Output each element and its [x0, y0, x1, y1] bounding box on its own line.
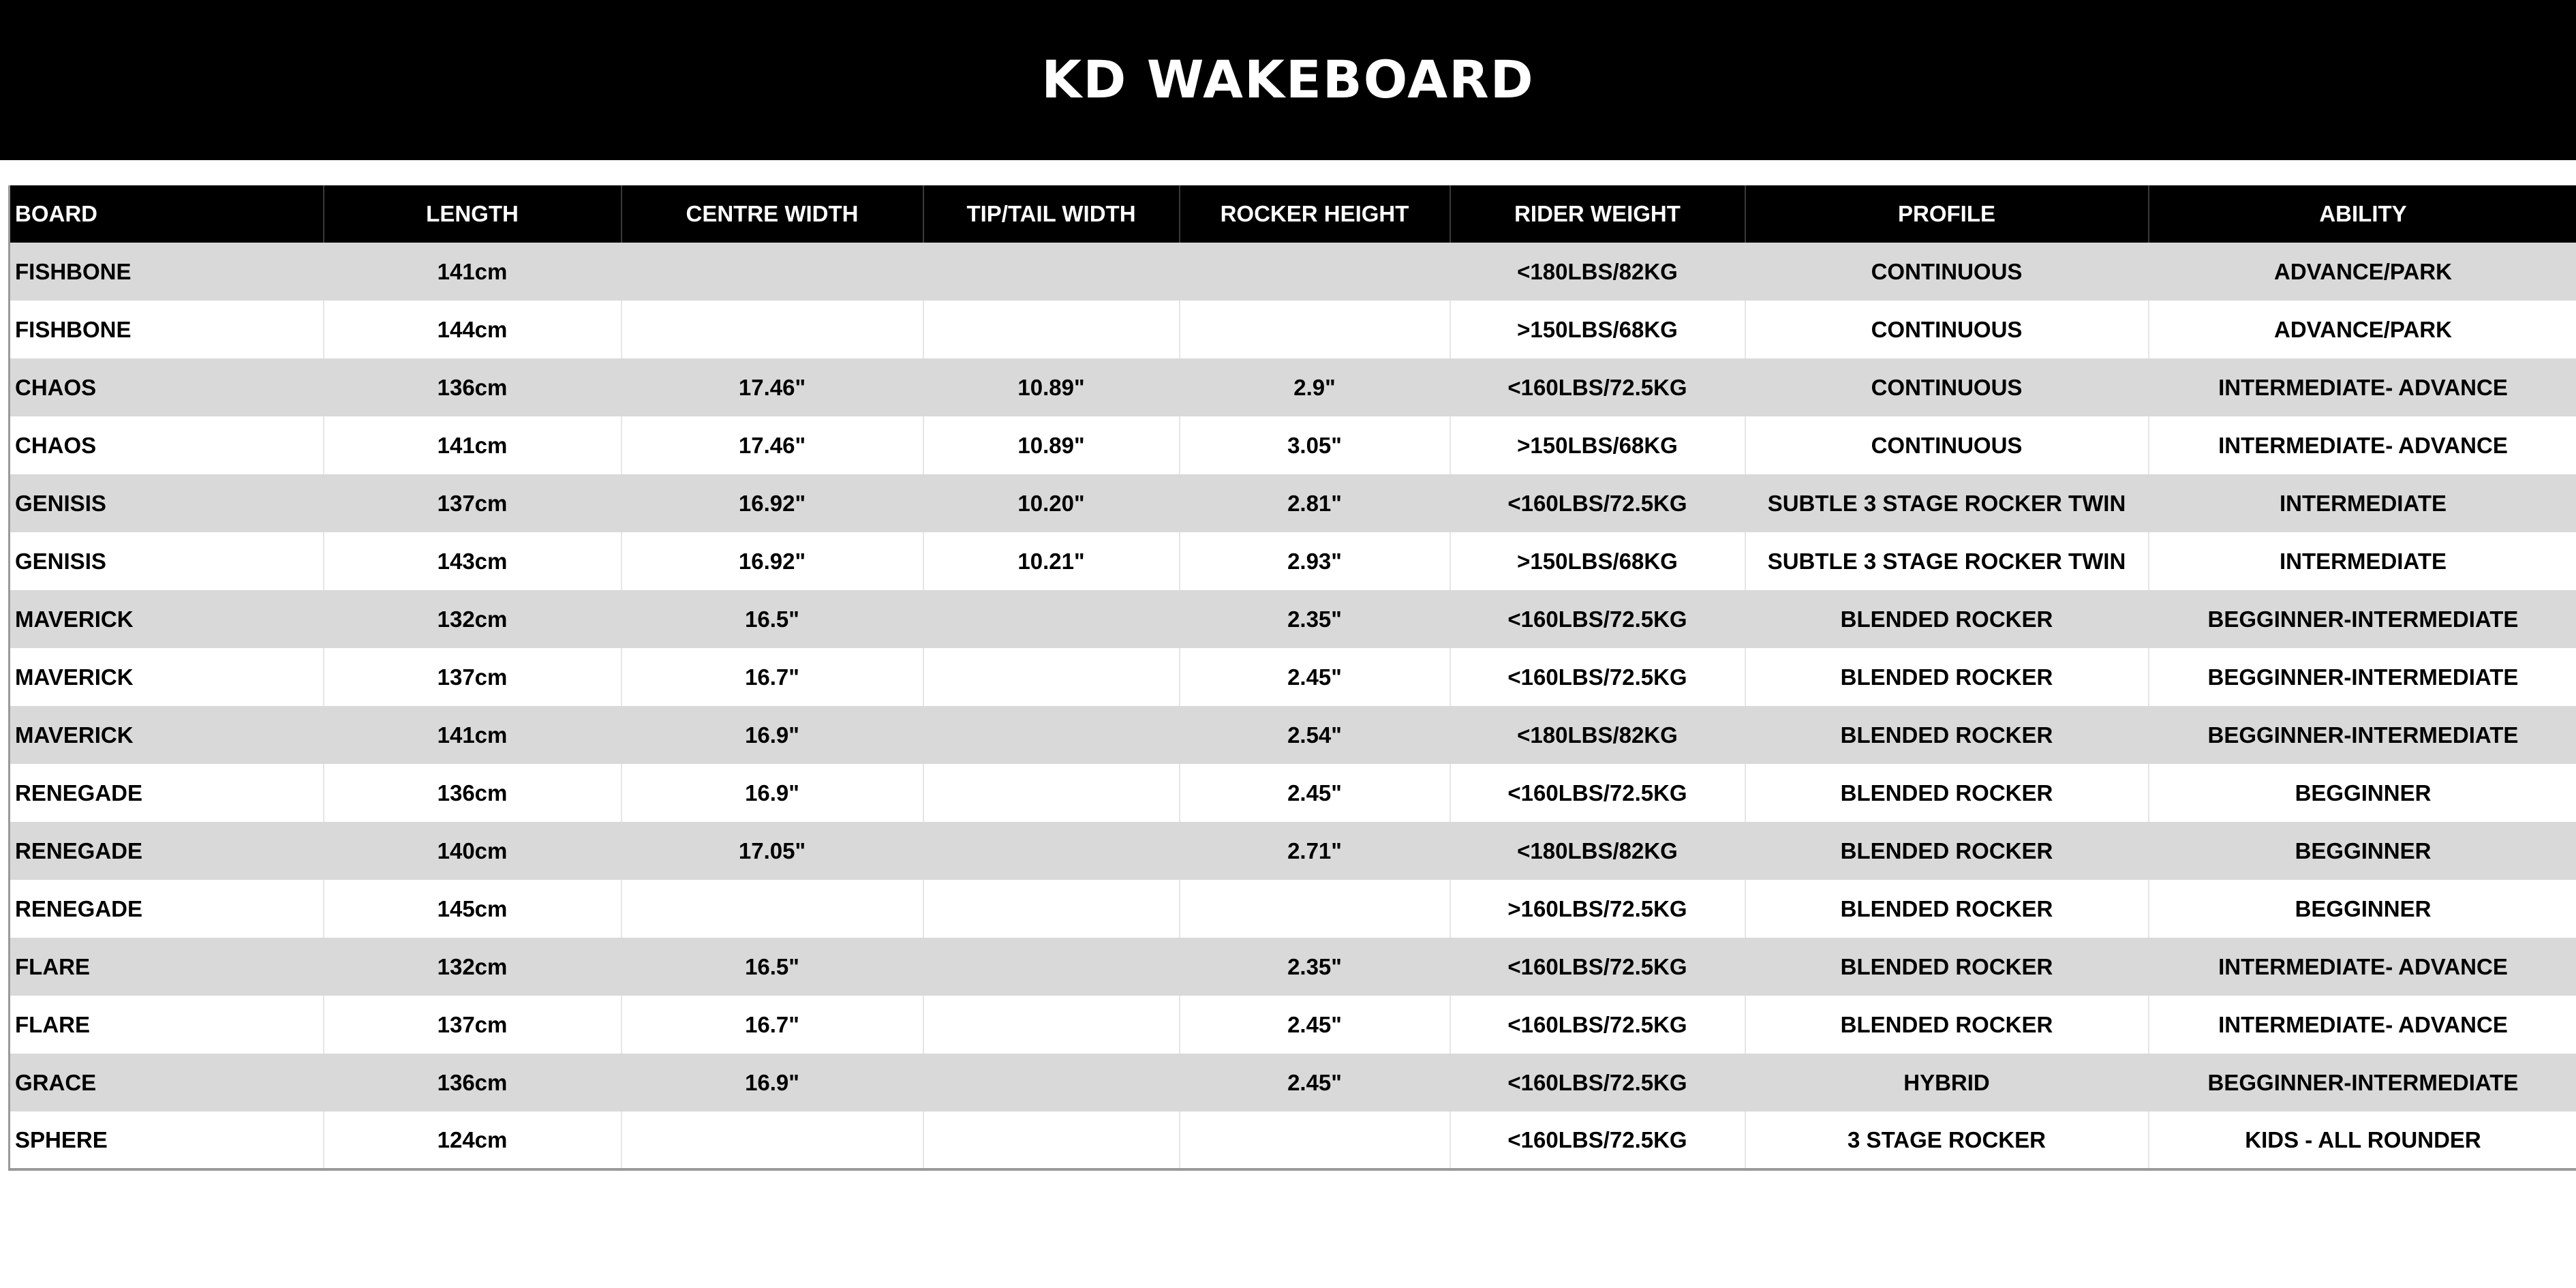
cell-rider-weight: <160LBS/72.5KG: [1450, 358, 1745, 416]
cell-profile: 3 STAGE ROCKER: [1745, 1111, 2149, 1169]
cell-tip-tail-width: 10.21": [923, 532, 1180, 590]
cell-tip-tail-width: 10.20": [923, 474, 1180, 532]
cell-ability: INTERMEDIATE- ADVANCE: [2218, 953, 2508, 979]
cell-ability: BEGGINNER: [2295, 780, 2432, 806]
cell-rider-weight: <160LBS/72.5KG: [1450, 996, 1745, 1054]
cell-board: MAVERICK: [10, 706, 324, 764]
cell-board: FLARE: [10, 996, 324, 1054]
cell-board: SPHERE: [10, 1111, 324, 1169]
table-row: [10, 474, 2576, 532]
cell-profile: BLENDED ROCKER: [1745, 648, 2149, 706]
table-row: [10, 996, 2576, 1054]
cell-board: GRACE: [10, 1054, 324, 1111]
cell-centre-width: 17.05": [622, 822, 923, 880]
cell-profile: CONTINUOUS: [1745, 301, 2149, 358]
cell-rocker-height: [1180, 1111, 1450, 1169]
cell-rocker-height: 2.81": [1180, 474, 1450, 532]
cell-profile: BLENDED ROCKER: [1745, 706, 2149, 764]
cell-tip-tail-width: 10.89": [923, 358, 1180, 416]
cell-board: FLARE: [10, 938, 324, 996]
cell-rocker-height: 2.9": [1180, 358, 1450, 416]
cell-length: 140cm: [324, 822, 622, 880]
cell-ability: INTERMEDIATE: [2279, 490, 2447, 516]
cell-ability: BEGGINNER-INTERMEDIATE: [2207, 606, 2519, 632]
cell-tip-tail-width: [923, 243, 1180, 301]
cell-tip-tail-width: [923, 764, 1180, 822]
cell-ability: BEGGINNER-INTERMEDIATE: [2207, 664, 2519, 690]
cell-length: 124cm: [324, 1111, 622, 1169]
table-row: [10, 1111, 2576, 1169]
cell-centre-width: 16.9": [622, 706, 923, 764]
cell-rocker-height: [1180, 880, 1450, 938]
column-header-board: BOARD: [10, 185, 324, 243]
cell-tip-tail-width: [923, 648, 1180, 706]
cell-length: 136cm: [324, 358, 622, 416]
column-header-rider-weight: RIDER WEIGHT: [1450, 185, 1745, 243]
cell-ability: BEGGINNER-INTERMEDIATE: [2207, 722, 2519, 748]
cell-length: 144cm: [324, 301, 622, 358]
cell-rocker-height: 2.71": [1180, 822, 1450, 880]
cell-rocker-height: 2.45": [1180, 648, 1450, 706]
cell-centre-width: [622, 1111, 923, 1169]
cell-rider-weight: >150LBS/68KG: [1450, 301, 1745, 358]
table-body: [10, 243, 2576, 1169]
cell-board: FISHBONE: [10, 243, 324, 301]
table-row: [10, 822, 2576, 880]
cell-rider-weight: >160LBS/72.5KG: [1450, 880, 1745, 938]
cell-profile: BLENDED ROCKER: [1745, 822, 2149, 880]
cell-tip-tail-width: [923, 822, 1180, 880]
cell-board: GENISIS: [10, 532, 324, 590]
cell-rider-weight: <160LBS/72.5KG: [1450, 764, 1745, 822]
cell-length: 141cm: [324, 416, 622, 474]
table-row: [10, 706, 2576, 764]
table-row: [10, 1054, 2576, 1111]
cell-ability: INTERMEDIATE: [2279, 548, 2447, 574]
table-row: [10, 938, 2576, 996]
cell-board: RENEGADE: [10, 764, 324, 822]
cell-board: FISHBONE: [10, 301, 324, 358]
column-header-profile: PROFILE: [1745, 185, 2149, 243]
cell-centre-width: 16.9": [622, 1054, 923, 1111]
page-header: [0, 0, 2576, 160]
table-header: [10, 185, 2576, 243]
table-row: [10, 880, 2576, 938]
cell-length: 137cm: [324, 474, 622, 532]
cell-rider-weight: <180LBS/82KG: [1450, 706, 1745, 764]
cell-rocker-height: 2.45": [1180, 764, 1450, 822]
cell-board: MAVERICK: [10, 590, 324, 648]
cell-ability: ADVANCE/PARK: [2274, 258, 2452, 284]
cell-ability: BEGGINNER: [2295, 895, 2432, 921]
column-header-centre-width: CENTRE WIDTH: [622, 185, 923, 243]
cell-centre-width: 16.92": [622, 532, 923, 590]
cell-centre-width: 16.9": [622, 764, 923, 822]
table-row: [10, 358, 2576, 416]
cell-centre-width: 17.46": [622, 358, 923, 416]
cell-rocker-height: [1180, 301, 1450, 358]
cell-length: 136cm: [324, 764, 622, 822]
cell-rider-weight: >150LBS/68KG: [1450, 532, 1745, 590]
cell-rocker-height: 2.45": [1180, 1054, 1450, 1111]
cell-profile: SUBTLE 3 STAGE ROCKER TWIN: [1745, 474, 2149, 532]
cell-length: 137cm: [324, 648, 622, 706]
cell-rider-weight: <160LBS/72.5KG: [1450, 648, 1745, 706]
cell-board: MAVERICK: [10, 648, 324, 706]
cell-ability: INTERMEDIATE- ADVANCE: [2218, 1011, 2508, 1037]
cell-ability: BEGGINNER: [2295, 838, 2432, 863]
cell-rider-weight: <160LBS/72.5KG: [1450, 938, 1745, 996]
cell-profile: BLENDED ROCKER: [1745, 764, 2149, 822]
cell-profile: BLENDED ROCKER: [1745, 996, 2149, 1054]
spec-table: [8, 185, 2576, 1171]
cell-rocker-height: 2.35": [1180, 590, 1450, 648]
cell-length: 132cm: [324, 590, 622, 648]
cell-tip-tail-width: [923, 996, 1180, 1054]
cell-length: 141cm: [324, 243, 622, 301]
cell-length: 143cm: [324, 532, 622, 590]
page-title: KD WAKEBOARD: [1041, 49, 1535, 110]
cell-ability: KIDS - ALL ROUNDER: [2245, 1126, 2481, 1152]
cell-profile: BLENDED ROCKER: [1745, 590, 2149, 648]
column-header-length: LENGTH: [324, 185, 622, 243]
cell-rocker-height: 2.45": [1180, 996, 1450, 1054]
cell-rocker-height: 2.93": [1180, 532, 1450, 590]
table-row: [10, 648, 2576, 706]
cell-tip-tail-width: 10.89": [923, 416, 1180, 474]
cell-centre-width: 16.5": [622, 590, 923, 648]
cell-ability: INTERMEDIATE- ADVANCE: [2218, 374, 2508, 400]
table-row: [10, 532, 2576, 590]
cell-rider-weight: >150LBS/68KG: [1450, 416, 1745, 474]
cell-tip-tail-width: [923, 301, 1180, 358]
cell-profile: BLENDED ROCKER: [1745, 880, 2149, 938]
cell-profile: HYBRID: [1745, 1054, 2149, 1111]
cell-centre-width: 16.5": [622, 938, 923, 996]
cell-tip-tail-width: [923, 880, 1180, 938]
cell-centre-width: [622, 301, 923, 358]
cell-board: RENEGADE: [10, 880, 324, 938]
cell-centre-width: 16.7": [622, 996, 923, 1054]
cell-length: 137cm: [324, 996, 622, 1054]
cell-rider-weight: <160LBS/72.5KG: [1450, 590, 1745, 648]
cell-ability: INTERMEDIATE- ADVANCE: [2218, 432, 2508, 458]
cell-profile: CONTINUOUS: [1745, 358, 2149, 416]
cell-rider-weight: <180LBS/82KG: [1450, 822, 1745, 880]
spec-table-container: [8, 185, 2576, 1171]
cell-rider-weight: <160LBS/72.5KG: [1450, 474, 1745, 532]
cell-length: 136cm: [324, 1054, 622, 1111]
table-row: [10, 243, 2576, 301]
cell-rocker-height: 3.05": [1180, 416, 1450, 474]
column-header-tip-tail-width: TIP/TAIL WIDTH: [923, 185, 1180, 243]
cell-length: 145cm: [324, 880, 622, 938]
cell-board: GENISIS: [10, 474, 324, 532]
cell-centre-width: [622, 243, 923, 301]
cell-rider-weight: <160LBS/72.5KG: [1450, 1111, 1745, 1169]
cell-centre-width: 16.7": [622, 648, 923, 706]
cell-tip-tail-width: [923, 706, 1180, 764]
cell-tip-tail-width: [923, 1111, 1180, 1169]
cell-centre-width: 16.92": [622, 474, 923, 532]
cell-rocker-height: [1180, 243, 1450, 301]
header-row: [10, 185, 2576, 243]
cell-rocker-height: 2.35": [1180, 938, 1450, 996]
cell-centre-width: 17.46": [622, 416, 923, 474]
cell-rider-weight: <180LBS/82KG: [1450, 243, 1745, 301]
cell-board: CHAOS: [10, 416, 324, 474]
table-row: [10, 764, 2576, 822]
column-header-ability: ABILITY: [2319, 201, 2407, 226]
table-row: [10, 590, 2576, 648]
cell-tip-tail-width: [923, 590, 1180, 648]
cell-profile: BLENDED ROCKER: [1745, 938, 2149, 996]
cell-profile: CONTINUOUS: [1745, 416, 2149, 474]
column-header-rocker-height: ROCKER HEIGHT: [1180, 185, 1450, 243]
cell-board: RENEGADE: [10, 822, 324, 880]
table-row: [10, 416, 2576, 474]
cell-length: 141cm: [324, 706, 622, 764]
cell-ability: BEGGINNER-INTERMEDIATE: [2207, 1069, 2519, 1095]
cell-profile: CONTINUOUS: [1745, 243, 2149, 301]
cell-centre-width: [622, 880, 923, 938]
cell-length: 132cm: [324, 938, 622, 996]
cell-rocker-height: 2.54": [1180, 706, 1450, 764]
cell-profile: SUBTLE 3 STAGE ROCKER TWIN: [1745, 532, 2149, 590]
cell-board: CHAOS: [10, 358, 324, 416]
cell-rider-weight: <160LBS/72.5KG: [1450, 1054, 1745, 1111]
cell-ability: ADVANCE/PARK: [2274, 316, 2452, 342]
table-row: [10, 301, 2576, 358]
cell-tip-tail-width: [923, 938, 1180, 996]
cell-tip-tail-width: [923, 1054, 1180, 1111]
